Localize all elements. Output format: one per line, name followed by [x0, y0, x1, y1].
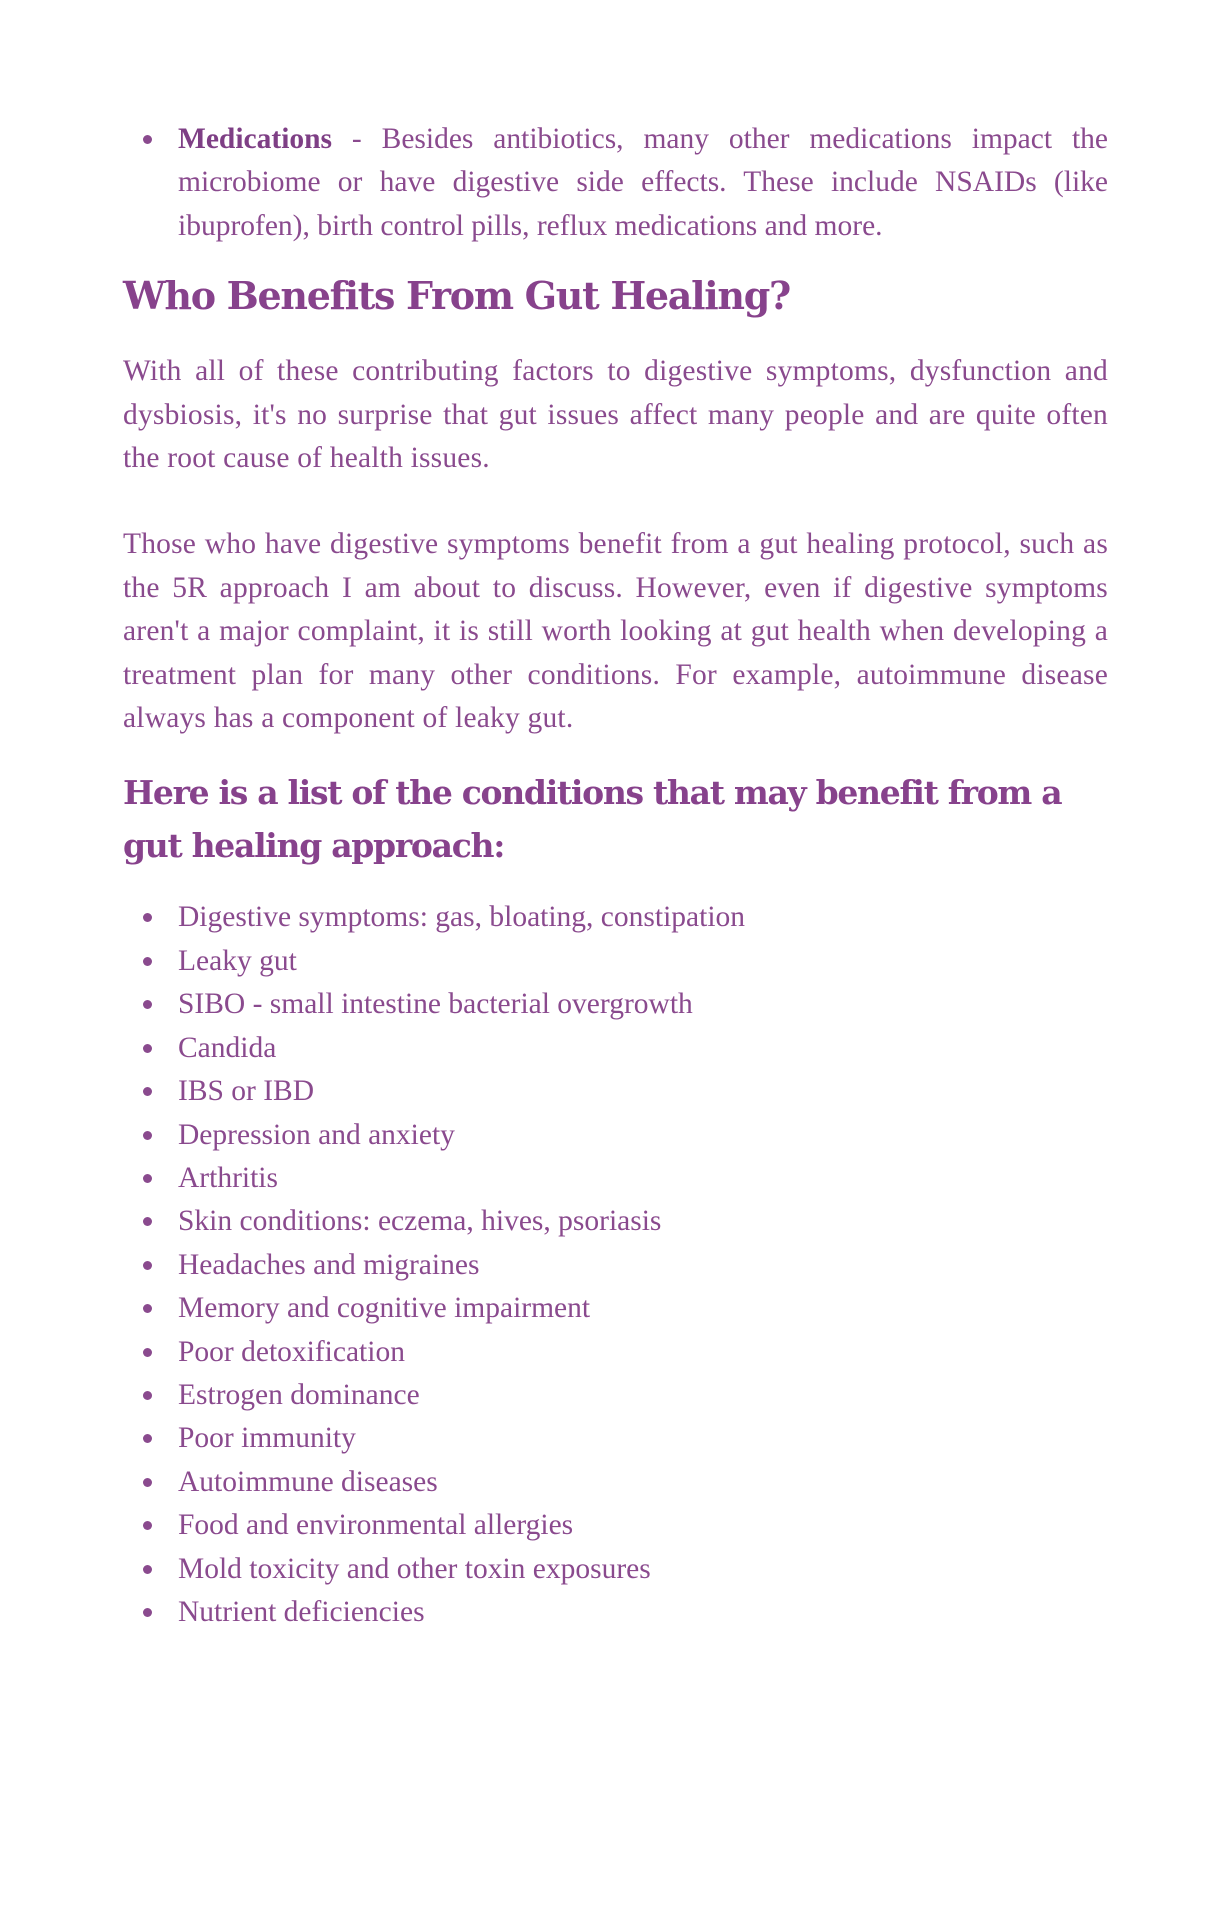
list-item	[123, 1070, 1108, 1113]
condition-text: Skin conditions: eczema, hives, psoriasis	[178, 1205, 662, 1238]
document-page	[123, 118, 1108, 1634]
list-item	[123, 1157, 1108, 1200]
bullet-icon	[143, 1304, 152, 1313]
condition-text: Arthritis	[178, 1161, 278, 1194]
condition-text: Depression and anxiety	[178, 1118, 455, 1151]
medications-description: - Besides antibiotics, many other medications impact the microbiome or have digestive side effects. These include NSAIDs (like ibuprofen), birth control pills, reflux medications and more.	[178, 123, 1108, 242]
condition-text: Headaches and migraines	[178, 1248, 480, 1281]
bullet-icon	[143, 1521, 152, 1530]
bullet-icon	[143, 1217, 152, 1226]
list-item	[123, 1548, 1108, 1591]
paragraph-intro: With all of these contributing factors to digestive symptoms, dysfunction and dysbiosis, it's no surprise that gut issues affect many people and are quite often the root cause of health issues.	[123, 355, 1108, 475]
list-item	[123, 1027, 1108, 1070]
list-item	[123, 1417, 1108, 1460]
condition-text: Digestive symptoms: gas, bloating, constipation	[178, 901, 746, 934]
list-item	[123, 896, 1108, 939]
medications-list	[123, 118, 1108, 248]
bullet-icon	[143, 1348, 152, 1357]
condition-text: Autoimmune diseases	[178, 1465, 438, 1498]
list-item	[123, 1591, 1108, 1634]
list-item	[123, 1244, 1108, 1287]
bullet-icon	[143, 1087, 152, 1096]
list-item	[123, 1114, 1108, 1157]
condition-text: Nutrient deficiencies	[178, 1595, 425, 1628]
term-medications: Medications	[178, 123, 333, 155]
list-item	[123, 1461, 1108, 1504]
list-item	[123, 940, 1108, 983]
conditions-heading: Here is a list of the conditions that may benefit from a gut healing approach:	[123, 773, 1062, 866]
bullet-icon	[143, 1478, 152, 1487]
bullet-icon	[143, 913, 152, 922]
condition-text: Poor immunity	[178, 1422, 356, 1455]
list-item	[123, 1331, 1108, 1374]
condition-text: Food and environmental allergies	[178, 1509, 574, 1542]
section-title: Who Benefits From Gut Healing?	[123, 273, 790, 319]
bullet-icon	[143, 135, 152, 144]
bullet-icon	[143, 1131, 152, 1140]
bullet-icon	[143, 1261, 152, 1270]
list-item-medications	[123, 118, 1108, 248]
list-item	[123, 983, 1108, 1026]
paragraph-who-benefits: Those who have digestive symptoms benefit from a gut healing protocol, such as the 5R approach I am about to discuss. However, even if digestive symptoms aren't a major complaint, it is still worth looking at gut health when developing a treatment plan for many other conditions. For example, autoimmune disease always has a component of leaky gut.	[123, 528, 1108, 735]
list-item	[123, 1287, 1108, 1330]
condition-text: Candida	[178, 1031, 277, 1064]
condition-text: IBS or IBD	[178, 1075, 315, 1108]
list-item	[123, 1374, 1108, 1417]
condition-text: Estrogen dominance	[178, 1378, 420, 1411]
list-item	[123, 1504, 1108, 1547]
bullet-icon	[143, 1044, 152, 1053]
bullet-icon	[143, 1434, 152, 1443]
bullet-icon	[143, 1174, 152, 1183]
bullet-icon	[143, 1565, 152, 1574]
list-item	[123, 1200, 1108, 1243]
bullet-icon	[143, 1391, 152, 1400]
bullet-icon	[143, 1608, 152, 1617]
condition-text: Leaky gut	[178, 944, 297, 977]
condition-text: SIBO - small intestine bacterial overgrowth	[178, 988, 693, 1021]
condition-text: Mold toxicity and other toxin exposures	[178, 1552, 651, 1585]
condition-text: Poor detoxification	[178, 1335, 405, 1368]
condition-text: Memory and cognitive impairment	[178, 1292, 591, 1325]
bullet-icon	[143, 1000, 152, 1009]
bullet-icon	[143, 957, 152, 966]
conditions-list	[123, 896, 1108, 1634]
